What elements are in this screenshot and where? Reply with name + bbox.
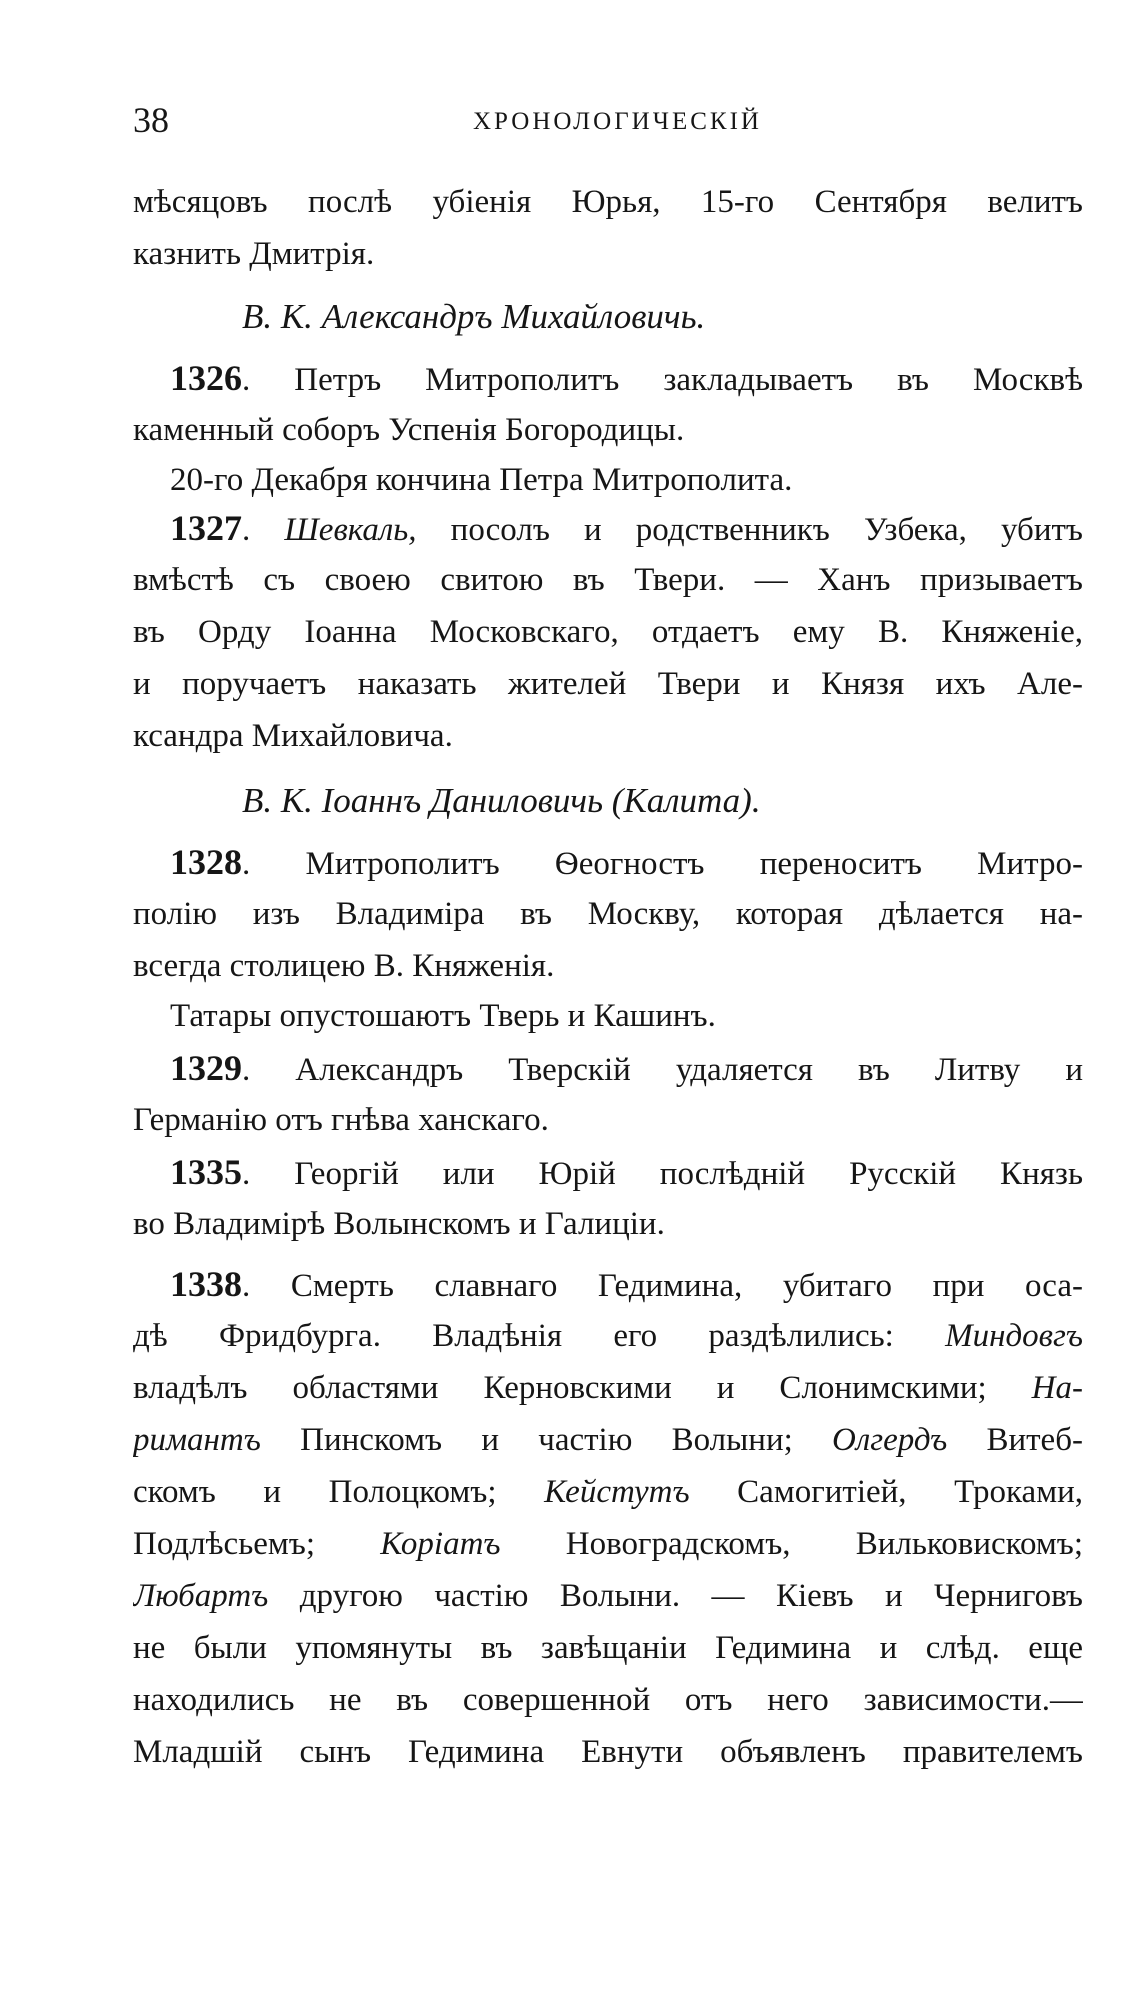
text-line: въ Орду Іоанна Московскаго, отдаетъ ему В. Княженіе, — [133, 614, 1083, 650]
text-line: Любартъ другою частію Волыни. — Кіевъ и Черниговъ — [133, 1578, 1083, 1614]
text-line: римантъ Пинскомъ и частію Волыни; Олгердъ Витеб- — [133, 1422, 1083, 1458]
year-1329: 1329 — [170, 1048, 242, 1088]
text-line: казнить Дмитрія. — [133, 236, 375, 272]
text-line: Татары опустошаютъ Тверь и Кашинъ. — [170, 998, 716, 1034]
section-heading: В. К. Іоаннъ Даниловичь (Калита). — [242, 781, 761, 820]
text-line: не были упомянуты въ завѣщаніи Гедимина и слѣд. еще — [133, 1630, 1083, 1666]
year-1335: 1335 — [170, 1152, 242, 1192]
text-line: владѣлъ областями Керновскими и Слонимскими; На- — [133, 1370, 1083, 1406]
year-1338: 1338 — [170, 1264, 242, 1304]
text-line: и поручаетъ наказать жителей Твери и Князя ихъ Але- — [133, 666, 1083, 702]
text-line: Младшій сынъ Гедимина Евнути объявленъ правителемъ — [133, 1734, 1083, 1770]
text-line: 1328. Митрополитъ Ѳеогностъ переноситъ Митро- — [170, 842, 1083, 882]
year-1326: 1326 — [170, 358, 242, 398]
text-line: 20-го Декабря кончина Петра Митрополита. — [170, 462, 793, 498]
text-line: 1335. Георгій или Юрій послѣдній Русскій Князь — [170, 1152, 1083, 1192]
text-line: 1338. Смерть славнаго Гедимина, убитаго при оса- — [170, 1264, 1083, 1304]
text-line: всегда столицею В. Княженія. — [133, 948, 555, 984]
text-line: Германію отъ гнѣва ханскаго. — [133, 1102, 549, 1138]
text-line: находились не въ совершенной отъ него зависимости.— — [133, 1682, 1083, 1718]
section-heading: В. К. Александръ Михайловичь. — [242, 297, 706, 336]
text-line: мѣсяцовъ послѣ убіенія Юрья, 15-го Сентября велитъ — [133, 184, 1083, 220]
text-line: 1326. Петръ Митрополитъ закладываетъ въ Москвѣ — [170, 358, 1083, 398]
page-number: 38 — [133, 100, 169, 140]
text-line: 1327. Шевкаль, посолъ и родственникъ Узбека, убитъ — [170, 508, 1083, 548]
text-line: полію изъ Владиміра въ Москву, которая дѣлается на- — [133, 896, 1083, 932]
text-line: 1329. Александръ Тверскій удаляется въ Литву и — [170, 1048, 1083, 1088]
text-line: скомъ и Полоцкомъ; Кейстутъ Самогитіей, Троками, — [133, 1474, 1083, 1510]
text-line: ксандра Михайловича. — [133, 718, 453, 754]
text-line: Подлѣсьемъ; Коріатъ Новоградскомъ, Вильковискомъ; — [133, 1526, 1083, 1562]
text-line: каменный соборъ Успенія Богородицы. — [133, 412, 685, 448]
page-header — [133, 98, 1083, 148]
text-line: вмѣстѣ съ своею свитою въ Твери. — Ханъ призываетъ — [133, 562, 1083, 598]
year-1327: 1327 — [170, 508, 242, 548]
text-line: дѣ Фридбурга. Владѣнія его раздѣлились: Миндовгъ — [133, 1318, 1083, 1354]
year-1328: 1328 — [170, 842, 242, 882]
text-line: во Владимірѣ Волынскомъ и Галиціи. — [133, 1206, 665, 1242]
running-head: ХРОНОЛОГИЧЕСКІЙ — [473, 108, 762, 135]
